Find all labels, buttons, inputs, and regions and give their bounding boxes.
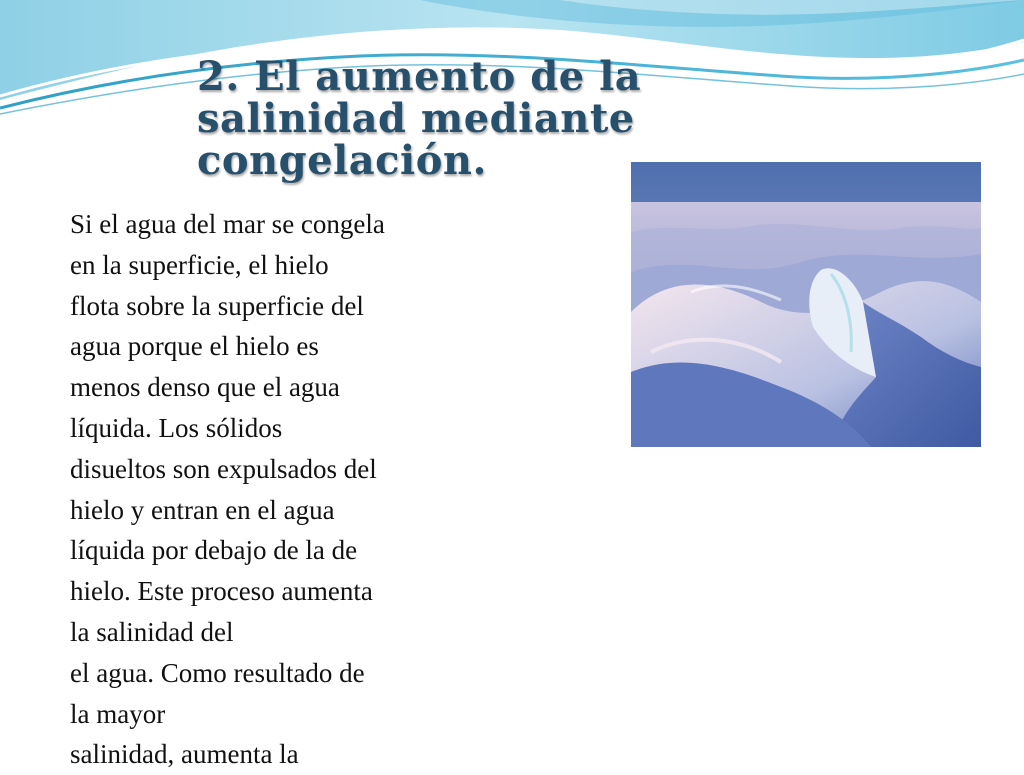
slide-body-text [70,204,500,775]
body-line: la salinidad del [70,616,234,647]
body-line: hielo. Este proceso aumenta [70,576,373,607]
body-line: líquida por debajo de la de [70,535,358,566]
body-line: agua porque el hielo es [70,331,319,362]
body-line: el agua. Como resultado de [70,657,365,688]
body-line: hielo y entran en el agua [70,494,335,525]
body-line: la mayor [70,698,166,729]
body-line: salinidad, aumenta la [70,739,299,770]
body-line: en la superficie, el hielo [70,249,329,280]
sea-ice-photo [631,162,981,447]
body-line: disueltos son expulsados del [70,453,377,484]
body-line: menos denso que el agua [70,372,340,403]
slide-title-line: 2. El aumento de la [197,53,642,100]
slide-title-line: salinidad mediante [197,95,635,142]
slide-title-line: congelación. [197,137,487,184]
body-line: flota sobre la superficie del [70,290,364,321]
body-line: líquida. Los sólidos [70,412,283,443]
body-line: Si el agua del mar se congela [70,209,385,239]
